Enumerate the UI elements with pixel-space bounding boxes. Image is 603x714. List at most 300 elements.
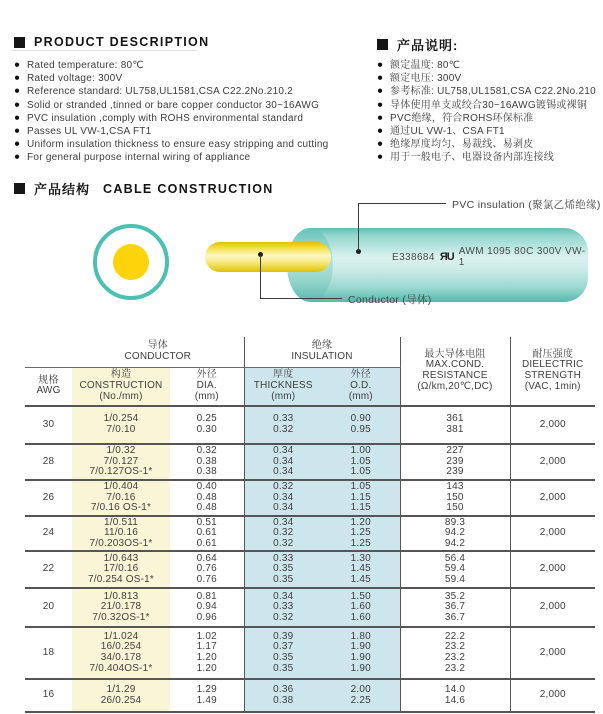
cell-line: 7/0.254 OS-1*	[88, 573, 154, 585]
cell-line: 143	[446, 481, 464, 493]
cell-line: 0.34	[273, 590, 294, 602]
bullet-icon: ●	[377, 72, 384, 84]
group-header-conductor	[72, 337, 244, 367]
cell-dia	[170, 551, 244, 588]
conductor-core-icon	[113, 244, 149, 280]
cell-line: 1.90	[350, 641, 371, 653]
cell-line: 7/0.404OS-1*	[89, 662, 153, 674]
group-label-en: INSULATION	[291, 350, 353, 362]
bullet-item	[14, 85, 372, 98]
cell-line: 1.60	[350, 611, 371, 623]
cell-dia	[170, 679, 244, 712]
cell-line: 23.2	[444, 652, 466, 663]
header-line: O.D.	[350, 379, 372, 391]
cell-line: 17/0.16	[103, 563, 139, 575]
cell-line: 1.05	[350, 455, 371, 467]
bullet-icon: ●	[377, 59, 384, 71]
cell-line: 0.33	[273, 413, 294, 425]
cell-line: 23.2	[444, 662, 466, 674]
header-line: MAX.COND.	[425, 359, 485, 371]
cell-line: 0.81	[196, 590, 217, 602]
bullet-text: Reference standard: UL758,UL1581,CSA C22.2No.210.2	[27, 86, 294, 98]
cable-print-spec: AWM 1095 80C 300V VW-1	[458, 246, 586, 268]
bullet-text: Passes UL VW-1,CSA FT1	[27, 126, 152, 138]
cell-resistance	[400, 551, 510, 588]
bullet-icon: ●	[14, 85, 21, 97]
header-line: (No./mm)	[99, 390, 143, 402]
cell-dielectric	[510, 627, 595, 679]
cell-resistance	[400, 516, 510, 551]
cell-line: 23.2	[444, 641, 466, 653]
cell-line: 1.80	[350, 630, 371, 642]
cell-od	[322, 516, 400, 551]
bullet-item	[377, 99, 603, 112]
cell-construction	[72, 444, 170, 480]
cell-construction	[72, 480, 170, 516]
cell-line: 0.61	[196, 537, 217, 549]
cell-line: 7/0.16 OS-1*	[90, 502, 152, 514]
bullet-item	[14, 112, 372, 125]
cell-line: 14.6	[444, 694, 466, 706]
product-description-list	[14, 59, 372, 165]
section-title: 产品说明:	[397, 38, 459, 53]
cell-line: 2,000	[539, 646, 566, 658]
group-label-cn: 绝缘	[311, 340, 333, 352]
cell-od	[322, 679, 400, 712]
cell-line: 1.15	[350, 502, 371, 514]
bullet-icon: ●	[377, 151, 384, 163]
cell-construction	[72, 679, 170, 712]
header-line: (mm)	[271, 390, 296, 402]
cell-line: 22.2	[444, 630, 466, 642]
product-description-section	[14, 35, 209, 49]
cell-line: 18	[42, 646, 55, 658]
cell-line: 1/0.32	[106, 445, 136, 457]
bullet-item	[14, 138, 372, 151]
cell-line: 0.32	[273, 527, 294, 539]
cell-line: 2.00	[350, 683, 371, 695]
header-thickness	[244, 367, 322, 406]
cell-line: 1.02	[196, 630, 217, 642]
bullet-icon: ●	[14, 72, 21, 84]
cell-construction	[72, 627, 170, 679]
table-row-awg-22	[25, 551, 595, 588]
cell-od	[322, 627, 400, 679]
header-line: 构造	[110, 369, 132, 381]
cell-line: 14.0	[444, 683, 466, 695]
cell-line: 0.35	[273, 662, 294, 674]
header-line: CONSTRUCTION	[79, 379, 163, 391]
cable-print	[392, 246, 587, 268]
cell-line: 0.90	[350, 413, 371, 425]
cable-diagram	[0, 195, 603, 317]
cell-line: 0.35	[273, 563, 294, 575]
cell-line: 1/0.643	[103, 552, 139, 564]
conductor-leader-hline	[260, 298, 342, 299]
section-title-cn: 产品结构	[34, 182, 91, 197]
cell-line: 1.30	[350, 552, 371, 564]
cell-line: 11/0.16	[103, 527, 139, 539]
cell-awg	[25, 627, 72, 679]
cell-line: 0.32	[196, 445, 217, 457]
cell-line: 0.48	[196, 491, 217, 503]
cell-line: 1.45	[350, 563, 371, 575]
insulation-leader-hline	[358, 203, 446, 204]
header-line: DIA.	[196, 379, 217, 391]
conductor-rod	[205, 242, 331, 272]
cell-line: 1.05	[350, 481, 371, 493]
bullet-item	[377, 112, 603, 125]
table-row-awg-30	[25, 406, 595, 444]
product-notes-list	[377, 59, 603, 165]
cell-line: 2,000	[539, 689, 566, 701]
cell-line: 0.34	[273, 516, 294, 528]
cell-line: 0.40	[196, 481, 217, 493]
cell-line: 239	[446, 455, 464, 467]
bullet-icon: ●	[14, 99, 21, 111]
cell-line: 21/0.178	[100, 601, 142, 613]
header-line: 耐压强度	[532, 348, 574, 360]
cell-dielectric	[510, 516, 595, 551]
cell-line: 0.30	[196, 424, 217, 435]
bullet-icon: ●	[377, 125, 384, 137]
cell-awg	[25, 444, 72, 480]
cell-line: 0.34	[273, 491, 294, 503]
header-line: THICKNESS	[253, 379, 313, 391]
cell-line: 1.49	[196, 694, 217, 706]
cell-line: 1/0.511	[103, 516, 139, 528]
bullet-icon: ●	[377, 85, 384, 97]
bullet-icon: ●	[14, 112, 21, 124]
bullet-text: 绝缘厚度均匀、易裁线、易剥皮	[390, 139, 534, 151]
cell-line: 0.95	[350, 424, 371, 435]
header-line: (mm)	[348, 390, 373, 402]
cell-line: 0.32	[273, 481, 294, 493]
group-header-row	[25, 337, 595, 367]
cell-line: 7/0.127OS-1*	[89, 466, 153, 478]
cell-line: 2,000	[539, 418, 566, 430]
bullet-item	[14, 59, 372, 72]
cell-line: 89.3	[444, 516, 466, 528]
header-line: DIELECTRIC	[522, 359, 584, 371]
header-od	[322, 367, 400, 406]
bullet-item	[14, 99, 372, 112]
header-line: 规格	[38, 374, 59, 386]
bullet-text: 用于一般电子、电器设备内部连接线	[390, 152, 555, 164]
header-construction	[72, 367, 170, 406]
cell-line: 7/0.10	[106, 424, 136, 435]
cell-resistance	[400, 444, 510, 480]
cell-line: 1.60	[350, 601, 371, 613]
table-row-awg-16	[25, 679, 595, 712]
cell-dielectric	[510, 406, 595, 444]
cell-line: 0.96	[196, 611, 217, 623]
heading-underline	[12, 50, 197, 51]
cell-thickness	[244, 627, 322, 679]
cell-line: 26	[42, 491, 55, 503]
cell-construction	[72, 516, 170, 551]
cell-line: 1.15	[350, 491, 371, 503]
cell-line: 0.35	[273, 652, 294, 663]
cell-dia	[170, 588, 244, 627]
bullet-item	[377, 85, 603, 98]
cell-line: 24	[42, 527, 55, 539]
bullet-icon: ●	[14, 125, 21, 137]
cell-thickness	[244, 516, 322, 551]
bullet-text: 导体使用单支或绞合30~16AWG镀锡或裸铜	[390, 99, 588, 111]
bullet-text: For general purpose internal wiring of appliance	[27, 152, 251, 164]
cell-dia	[170, 627, 244, 679]
bullet-text: 通过UL VW-1、CSA FT1	[390, 126, 505, 138]
cell-line: 16/0.254	[100, 641, 142, 653]
cell-line: 0.33	[273, 552, 294, 564]
bullet-item	[377, 138, 603, 151]
cell-line: 0.32	[273, 537, 294, 549]
cell-line: 361	[446, 413, 464, 425]
bullet-item	[14, 72, 372, 85]
cell-line: 16	[42, 689, 55, 701]
cell-line: 0.32	[273, 424, 294, 435]
cell-construction	[72, 588, 170, 627]
cell-line: 0.64	[196, 552, 217, 564]
bullet-text: 参考标准: UL758,UL1581,CSA C22.2No.210	[390, 86, 596, 98]
cell-line: 0.39	[273, 630, 294, 642]
header-line: (Ω/km,20℃,DC)	[417, 380, 493, 392]
bullet-text: Solid or stranded ,tinned or bare copper conductor 30~16AWG	[27, 99, 320, 111]
cell-line: 0.34	[273, 455, 294, 467]
cell-line: 36.7	[444, 601, 466, 613]
cell-line: 0.34	[273, 445, 294, 457]
cell-dia	[170, 444, 244, 480]
cell-line: 1.90	[350, 662, 371, 674]
cell-dielectric	[510, 480, 595, 516]
cell-awg	[25, 551, 72, 588]
bullet-icon: ●	[14, 151, 21, 163]
cell-line: 35.2	[444, 590, 466, 602]
cell-line: 0.38	[273, 694, 294, 706]
bullet-text: 额定温度: 80℃	[390, 60, 461, 71]
bullet-item	[377, 72, 603, 85]
cell-line: 2,000	[539, 455, 566, 467]
section-marker-icon	[377, 39, 388, 50]
cell-line: 0.51	[196, 516, 217, 528]
cell-line: 59.4	[444, 573, 466, 585]
cell-thickness	[244, 588, 322, 627]
bullet-icon: ●	[377, 138, 384, 150]
bullet-text: PVC insulation ,comply with ROHS environmental standard	[27, 112, 304, 124]
spec-table	[25, 337, 595, 713]
bullet-item	[14, 125, 372, 138]
cell-line: 0.61	[196, 527, 217, 539]
cell-thickness	[244, 444, 322, 480]
cell-line: 0.94	[196, 601, 217, 613]
cell-od	[322, 551, 400, 588]
bullet-text: Uniform insulation thickness to ensure easy stripping and cutting	[27, 139, 329, 151]
cell-awg	[25, 588, 72, 627]
cell-line: 0.34	[273, 502, 294, 514]
insulation-leader-vline	[358, 203, 359, 251]
cell-dielectric	[510, 679, 595, 712]
group-header-insulation	[244, 337, 400, 367]
cell-line: 239	[446, 466, 464, 478]
header-line: RESISTANCE	[422, 370, 488, 381]
cell-line: 381	[446, 424, 464, 435]
cell-line: 1.29	[196, 683, 217, 695]
cell-line: 1.25	[350, 527, 371, 539]
cell-line: 1/0.813	[103, 590, 139, 602]
cable-cross-section	[93, 224, 169, 300]
cell-line: 7/0.203OS-1*	[89, 537, 153, 549]
cell-line: 0.76	[196, 573, 217, 585]
cell-line: 0.25	[196, 413, 217, 425]
cell-line: 1.20	[350, 516, 371, 528]
header-line: (mm)	[194, 390, 219, 402]
cell-thickness	[244, 551, 322, 588]
header-line: STRENGTH	[524, 370, 582, 381]
cell-dia	[170, 406, 244, 444]
header-line: AWG	[36, 385, 61, 397]
cell-line: 1.00	[350, 445, 371, 457]
cell-line: 1.90	[350, 652, 371, 663]
cell-line: 7/0.16	[106, 491, 136, 503]
header-resistance	[400, 337, 510, 406]
cell-line: 26/0.254	[100, 694, 142, 706]
section-title-en: CABLE CONSTRUCTION	[103, 181, 274, 196]
bullet-text: PVC绝缘，符合ROHS环保标准	[390, 112, 534, 124]
cell-line: 22	[42, 563, 55, 575]
cell-dia	[170, 480, 244, 516]
cell-line: 1/1.024	[103, 630, 139, 642]
cell-od	[322, 406, 400, 444]
table-row-awg-24	[25, 516, 595, 551]
bullet-icon: ●	[14, 138, 21, 150]
cell-line: 0.34	[273, 466, 294, 478]
cell-thickness	[244, 406, 322, 444]
cell-line: 0.33	[273, 601, 294, 613]
cell-resistance	[400, 588, 510, 627]
cell-line: 150	[446, 502, 464, 514]
cell-line: 20	[42, 601, 55, 613]
cell-awg	[25, 480, 72, 516]
cell-line: 30	[42, 418, 55, 430]
bullet-item	[377, 125, 603, 138]
cell-line: 1.50	[350, 590, 371, 602]
cell-line: 2,000	[539, 491, 566, 503]
cell-construction	[72, 406, 170, 444]
cell-line: 59.4	[444, 563, 466, 575]
cell-line: 2.25	[350, 694, 371, 706]
cell-line: 0.35	[273, 573, 294, 585]
ul-recognized-icon: ЯU	[439, 251, 454, 263]
cell-line: 0.76	[196, 563, 217, 575]
cell-line: 28	[42, 455, 55, 467]
cell-resistance	[400, 406, 510, 444]
bullet-text: Rated temperature: 80℃	[27, 60, 144, 71]
section-marker-icon	[14, 37, 25, 48]
cell-line: 1.17	[196, 641, 217, 653]
cell-line: 94.2	[444, 537, 466, 549]
bullet-text: Rated voltage: 300V	[27, 73, 123, 85]
header-spacer	[25, 337, 72, 367]
cell-dielectric	[510, 588, 595, 627]
cell-line: 56.4	[444, 552, 466, 564]
bullet-icon: ●	[377, 112, 384, 124]
header-line: 外径	[196, 369, 217, 381]
cell-line: 0.48	[196, 502, 217, 514]
cell-line: 1.45	[350, 573, 371, 585]
group-label-cn: 导体	[147, 340, 168, 352]
header-dia	[170, 367, 244, 406]
cell-line: 0.37	[273, 641, 294, 653]
cable-print-cert: E338684	[392, 251, 435, 263]
cell-thickness	[244, 480, 322, 516]
cell-line: 1.25	[350, 537, 371, 549]
cell-line: 2,000	[539, 563, 566, 575]
cell-od	[322, 444, 400, 480]
cell-line: 227	[446, 445, 464, 457]
cell-line: 7/0.127	[103, 455, 139, 467]
section-title: PRODUCT DESCRIPTION	[34, 35, 210, 49]
cell-od	[322, 588, 400, 627]
cell-awg	[25, 406, 72, 444]
cell-awg	[25, 679, 72, 712]
bullet-icon: ●	[377, 99, 384, 111]
cell-dielectric	[510, 444, 595, 480]
cell-line: 7/0.32OS-1*	[92, 611, 150, 623]
cell-line: 1/0.254	[103, 413, 139, 425]
cell-line: 1.20	[196, 652, 217, 663]
cell-od	[322, 480, 400, 516]
cell-line: 0.36	[273, 683, 294, 695]
bullet-item	[14, 151, 372, 164]
cell-line: 150	[446, 491, 464, 503]
cell-resistance	[400, 480, 510, 516]
cell-line: 1/0.404	[103, 481, 139, 493]
spec-table-container	[25, 337, 595, 713]
cell-line: 1/1.29	[106, 683, 136, 695]
header-line: 最大导体电阻	[424, 348, 486, 360]
product-notes-section	[377, 35, 458, 54]
header-dielectric	[510, 337, 595, 406]
cell-line: 0.38	[196, 455, 217, 467]
table-row-awg-26	[25, 480, 595, 516]
cell-awg	[25, 516, 72, 551]
cell-dia	[170, 516, 244, 551]
product-notes-heading	[377, 35, 458, 54]
header-line: (VAC, 1min)	[524, 380, 581, 392]
insulation-label: PVC insulation (聚氯乙烯绝缘)	[452, 199, 601, 211]
cell-line: 0.32	[273, 611, 294, 623]
cell-construction	[72, 551, 170, 588]
bullet-item	[377, 151, 603, 164]
cell-dielectric	[510, 551, 595, 588]
cell-line: 36.7	[444, 611, 466, 623]
cell-line: 1.05	[350, 466, 371, 478]
section-marker-icon	[14, 183, 25, 194]
bullet-item	[377, 59, 603, 72]
table-row-awg-18	[25, 627, 595, 679]
conductor-leader-vline	[260, 255, 261, 298]
conductor-label: Conductor (导体)	[348, 294, 432, 306]
group-label-en: CONDUCTOR	[124, 350, 192, 362]
header-line: 外径	[350, 369, 371, 381]
table-row-awg-20	[25, 588, 595, 627]
cell-resistance	[400, 627, 510, 679]
bullet-text: 额定电压: 300V	[390, 73, 462, 85]
cell-resistance	[400, 679, 510, 712]
cell-line: 94.2	[444, 527, 466, 539]
header-line: 厚度	[273, 369, 294, 381]
